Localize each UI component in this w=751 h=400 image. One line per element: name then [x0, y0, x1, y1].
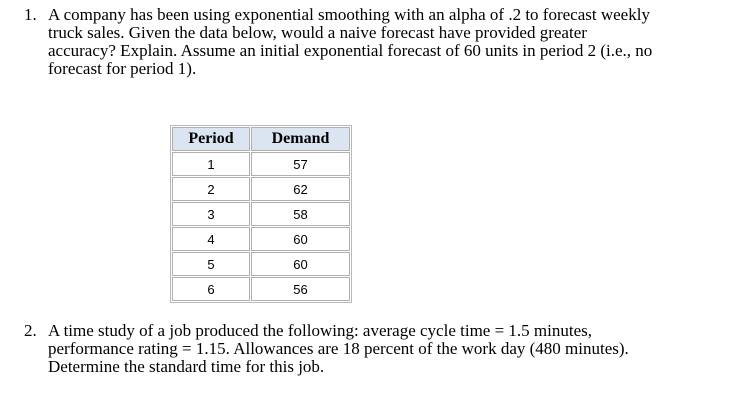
problem-2-line: A time study of a job produced the following: average cycle time = 1.5 minutes, — [48, 321, 593, 340]
problem-1-line: accuracy? Explain. Assume an initial exponential forecast of 60 units in period 2 (i.e., no — [48, 41, 653, 60]
table-row — [172, 152, 350, 176]
table-row — [172, 202, 350, 226]
demand-cell: 60 — [251, 227, 350, 251]
problem-1-text — [48, 6, 723, 78]
demand-cell: 60 — [251, 252, 350, 276]
column-header-demand: Demand — [251, 127, 350, 151]
demand-cell: 58 — [251, 202, 350, 226]
problem-2-line: performance rating = 1.15. Allowances are 18 percent of the work day (480 minutes). — [48, 339, 629, 358]
period-cell: 4 — [172, 227, 250, 251]
column-header-period: Period — [172, 127, 250, 151]
table-row — [172, 277, 350, 301]
problem-1-line: forecast for period 1). — [48, 59, 197, 78]
problem-1-number: 1. — [24, 5, 37, 24]
demand-cell: 62 — [251, 177, 350, 201]
problem-1-line: truck sales. Given the data below, would a naive forecast have provided greater — [48, 23, 587, 42]
problem-2-number: 2. — [24, 321, 37, 340]
period-cell: 6 — [172, 277, 250, 301]
demand-table — [170, 125, 352, 303]
table-row — [172, 177, 350, 201]
table-row — [172, 252, 350, 276]
table-header-row — [172, 127, 350, 151]
problem-2-line: Determine the standard time for this job. — [48, 357, 325, 376]
problem-2-text — [48, 322, 723, 376]
problem-1-line: A company has been using exponential smoothing with an alpha of .2 to forecast weekly — [48, 5, 650, 24]
period-cell: 2 — [172, 177, 250, 201]
demand-cell: 56 — [251, 277, 350, 301]
period-cell: 3 — [172, 202, 250, 226]
table-row — [172, 227, 350, 251]
demand-cell: 57 — [251, 152, 350, 176]
period-cell: 1 — [172, 152, 250, 176]
period-cell: 5 — [172, 252, 250, 276]
